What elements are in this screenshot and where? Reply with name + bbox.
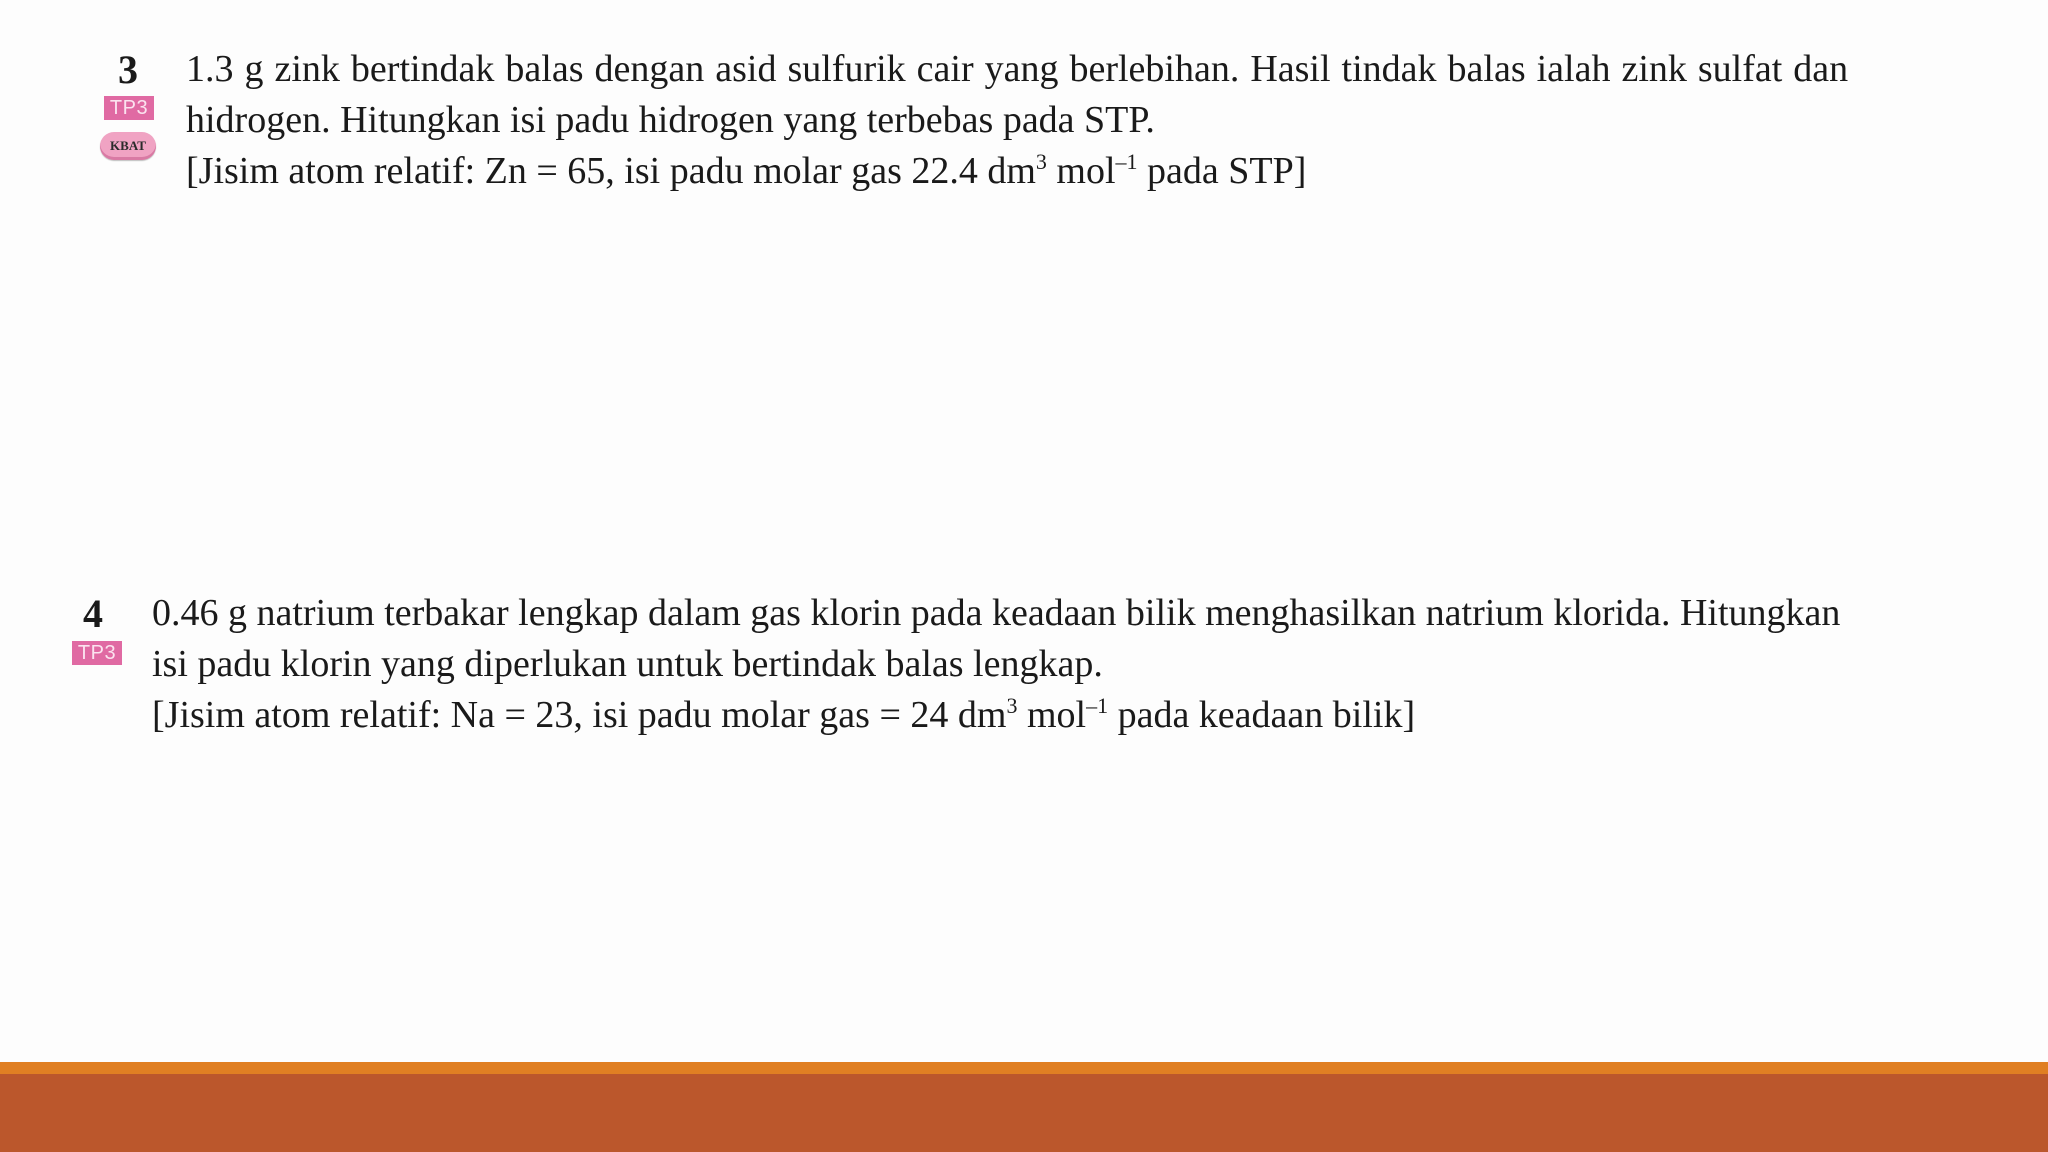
footer-accent-line (0, 1062, 2048, 1074)
data-text-c: pada keadaan bilik] (1108, 694, 1416, 736)
tp3-badge: TP3 (72, 641, 122, 665)
question-number: 4 (83, 591, 103, 636)
question-line-1: 1.3 g zink bertindak balas dengan asid sulfurik cair yang berlebihan. Hasil tindak balas ialah zink sulfat dan (186, 48, 1849, 90)
question-text (186, 44, 1848, 197)
question-data-line (152, 690, 1840, 741)
data-text-a: [Jisim atom relatif: Na = 23, isi padu molar gas = 24 dm (152, 694, 1007, 736)
data-text-b: mol (1017, 694, 1087, 736)
data-text-a: [Jisim atom relatif: Zn = 65, isi padu molar gas 22.4 dm (186, 150, 1036, 192)
question-number: 3 (118, 47, 138, 92)
kbat-badge: KBAT (100, 132, 156, 160)
data-text-b: mol (1046, 150, 1116, 192)
question-data-line (186, 146, 1848, 197)
footer-bar (0, 1062, 2048, 1152)
question-line-1: 0.46 g natrium terbakar lengkap dalam gas klorin pada keadaan bilik menghasilkan natrium klorida. Hitungkan (152, 592, 1841, 634)
question-line-2: isi padu klorin yang diperlukan untuk bertindak balas lengkap. (152, 643, 1103, 685)
superscript-3: 3 (1006, 693, 1018, 718)
data-text-c: pada STP] (1137, 150, 1307, 192)
superscript-3: 3 (1035, 149, 1047, 174)
question-line-2: hidrogen. Hitungkan isi padu hidrogen yang terbebas pada STP. (186, 99, 1155, 141)
superscript-minus-1: –1 (1115, 149, 1138, 174)
superscript-minus-1: –1 (1086, 693, 1109, 718)
question-text (152, 588, 1840, 741)
tp3-badge: TP3 (104, 96, 154, 120)
